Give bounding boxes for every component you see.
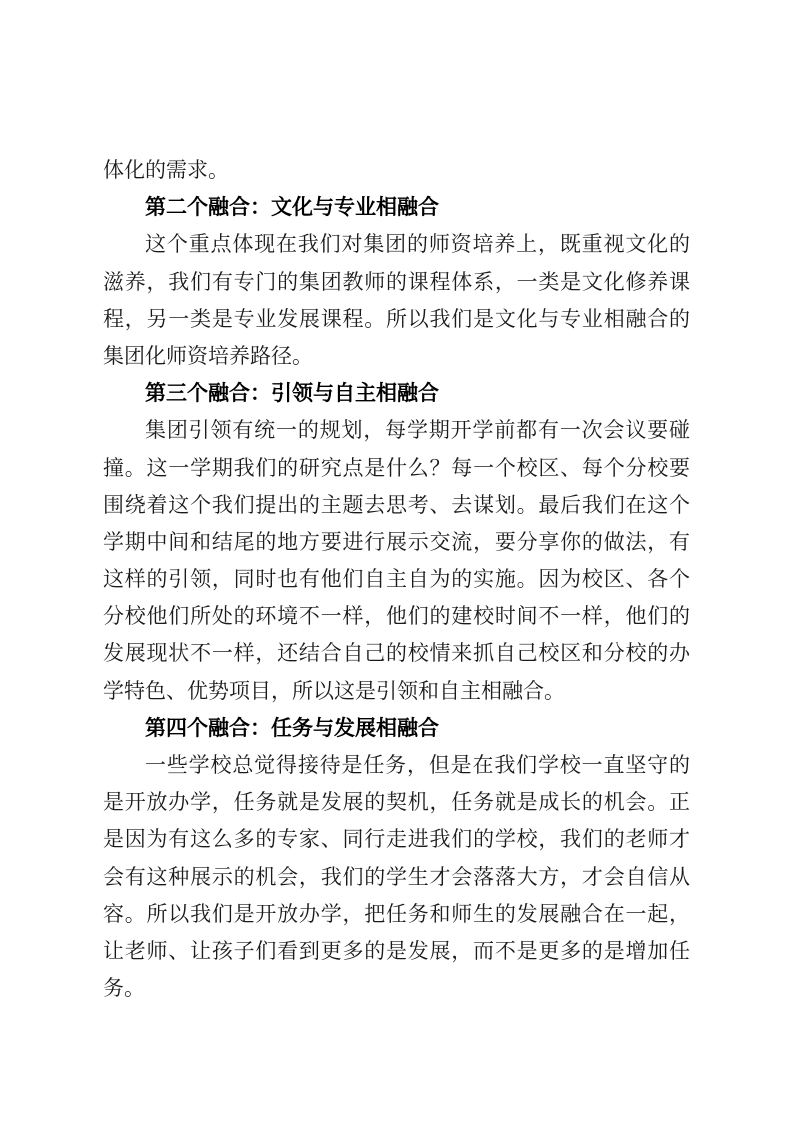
body-line: 学期中间和结尾的地方要进行展示交流，要分享你的做法，有 bbox=[103, 529, 690, 554]
heading-line: 第三个融合：引领与自主相融合 bbox=[145, 381, 439, 406]
body-line: 发展现状不一样，还结合自己的校情来抓自己校区和分校的办 bbox=[103, 641, 690, 666]
body-line: 程，另一类是专业发展课程。所以我们是文化与专业相融合的 bbox=[103, 306, 690, 331]
body-line: 一些学校总觉得接待是任务，但是在我们学校一直坚守的 bbox=[145, 753, 690, 777]
body-line: 集团化师资培养路径。 bbox=[103, 343, 313, 368]
body-line: 会有这种展示的机会，我们的学生才会落落大方，才会自信从 bbox=[103, 864, 690, 889]
body-line: 务。 bbox=[103, 976, 145, 1001]
body-line: 是因为有这么多的专家、同行走进我们的学校，我们的老师才 bbox=[103, 827, 690, 852]
body-line: 集团引领有统一的规划，每学期开学前都有一次会议要碰 bbox=[145, 418, 690, 443]
body-line: 学特色、优势项目，所以这是引领和自主相融合。 bbox=[103, 678, 565, 703]
body-line: 让老师、让孩子们看到更多的是发展，而不是更多的是增加任 bbox=[103, 938, 690, 963]
heading-line: 第四个融合：任务与发展相融合 bbox=[145, 715, 439, 740]
body-line: 这个重点体现在我们对集团的师资培养上，既重视文化的 bbox=[145, 232, 690, 257]
body-line: 是开放办学，任务就是发展的契机，任务就是成长的机会。正 bbox=[103, 790, 690, 815]
body-line: 体化的需求。 bbox=[103, 158, 229, 182]
heading-line: 第二个融合：文化与专业相融合 bbox=[145, 195, 439, 220]
body-line: 容。所以我们是开放办学，把任务和师生的发展融合在一起， bbox=[103, 901, 690, 926]
body-line: 撞。这一学期我们的研究点是什么？每一个校区、每个分校要 bbox=[103, 455, 690, 480]
body-line: 滋养，我们有专门的集团教师的课程体系，一类是文化修养课 bbox=[103, 269, 690, 294]
body-line: 分校他们所处的环境不一样，他们的建校时间不一样，他们的 bbox=[103, 604, 690, 629]
document-text-block bbox=[103, 152, 690, 1007]
body-line: 围绕着这个我们提出的主题去思考、去谋划。最后我们在这个 bbox=[103, 492, 690, 517]
body-line: 这样的引领，同时也有他们自主自为的实施。因为校区、各个 bbox=[103, 567, 690, 592]
